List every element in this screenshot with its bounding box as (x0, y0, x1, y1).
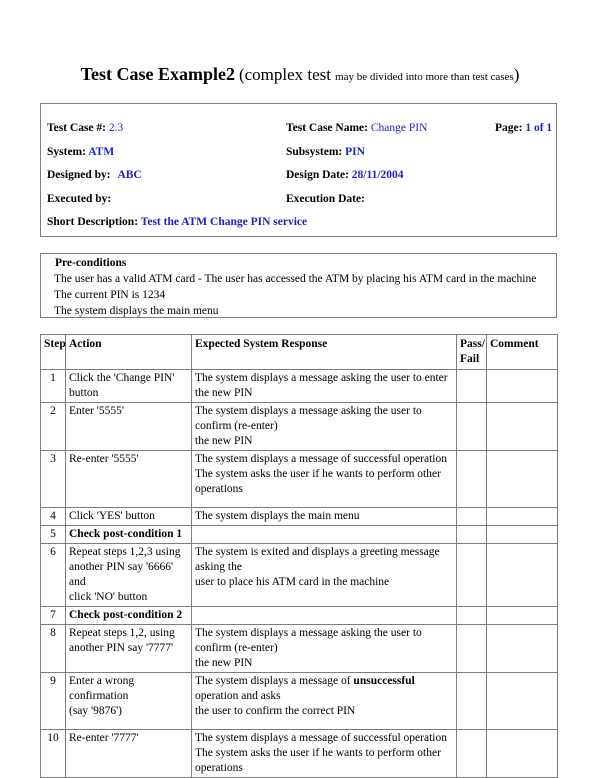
step-number: 7 (41, 607, 66, 625)
system-label: System: (47, 146, 86, 158)
step-comment (487, 508, 558, 526)
step-action (66, 544, 192, 607)
step-comment (487, 370, 558, 403)
action-line: (say '9876') (69, 705, 123, 717)
step-action (66, 625, 192, 673)
expected-line: The system asks the user if he wants to perform other operations (195, 468, 441, 495)
action-line: Click 'YES' button (69, 510, 155, 522)
expected-line: The system displays a message asking the user to confirm (re-enter) (195, 627, 422, 654)
step-pass-fail (457, 370, 487, 403)
step-action (66, 526, 192, 544)
system-field (47, 146, 114, 158)
action-line: Repeat steps 1,2, using (69, 627, 175, 639)
executed-by-label: Executed by: (47, 193, 112, 205)
step-action (66, 403, 192, 451)
step-action (66, 607, 192, 625)
step-number: 1 (41, 370, 66, 403)
designed-by-label: Designed by: (47, 169, 111, 181)
executed-by-field (47, 193, 111, 205)
expected-text: The system displays a message of (195, 675, 354, 687)
subsystem-label: Subsystem: (286, 146, 343, 158)
precondition-line: The user has a valid ATM card - The user has accessed the ATM by placing his ATM card in the machine (54, 273, 537, 285)
step-action (66, 730, 192, 778)
step-expected (192, 370, 457, 403)
title-paren-open: (complex test (238, 65, 332, 84)
expected-text: operation and asks (195, 690, 281, 702)
test-case-number-value: 2.3 (108, 122, 124, 134)
action-line: Re-enter '5555' (69, 453, 139, 465)
step-pass-fail (457, 508, 487, 526)
short-description-label: Short Description: (47, 216, 139, 228)
step-action (66, 673, 192, 730)
document-title (0, 64, 600, 85)
table-row (41, 607, 558, 625)
action-line: click 'NO' button (69, 591, 148, 603)
header-pass-fail-line2: Fail (460, 353, 480, 365)
expected-line (195, 674, 453, 704)
step-expected (192, 508, 457, 526)
expected-line: The system displays a message asking the user to confirm (re-enter) (195, 405, 422, 432)
step-pass-fail (457, 730, 487, 778)
precondition-line: The current PIN is 1234 (54, 289, 166, 301)
test-case-name-value: Change PIN (370, 122, 428, 134)
expected-emphasis: unsuccessful (353, 675, 415, 687)
step-comment (487, 544, 558, 607)
action-line: Check post-condition 1 (69, 528, 183, 540)
table-row (41, 451, 558, 508)
short-description-value: Test the ATM Change PIN service (140, 216, 308, 228)
title-paren-close: ) (513, 65, 520, 84)
action-line: Enter a wrong confirmation (69, 675, 135, 702)
step-number: 8 (41, 625, 66, 673)
step-comment (487, 526, 558, 544)
test-case-number-label: Test Case #: (47, 122, 106, 134)
test-steps-table (40, 334, 558, 778)
short-description-field (47, 216, 307, 228)
action-line: another PIN say '7777' (69, 642, 174, 654)
table-row (41, 673, 558, 730)
table-row (41, 730, 558, 778)
table-row (41, 544, 558, 607)
precondition-line: The system displays the main menu (54, 305, 219, 317)
execution-date-field (286, 193, 365, 205)
step-comment (487, 607, 558, 625)
table-row (41, 526, 558, 544)
step-expected (192, 526, 457, 544)
execution-date-label: Execution Date: (286, 193, 365, 205)
table-row (41, 370, 558, 403)
table-row (41, 625, 558, 673)
action-line: Re-enter '7777' (69, 732, 139, 744)
action-line: another PIN say '6666' and (69, 561, 174, 588)
action-line: Click the 'Change PIN' button (69, 372, 175, 399)
step-expected (192, 403, 457, 451)
action-line: Enter '5555' (69, 405, 124, 417)
step-number: 3 (41, 451, 66, 508)
step-number: 2 (41, 403, 66, 451)
step-pass-fail (457, 544, 487, 607)
preconditions-box (40, 253, 557, 318)
design-date-label: Design Date: (286, 169, 349, 181)
page-indicator (495, 122, 552, 134)
step-comment (487, 625, 558, 673)
expected-line: The system displays the main menu (195, 510, 360, 522)
step-comment (487, 730, 558, 778)
step-pass-fail (457, 526, 487, 544)
test-case-number (47, 122, 123, 134)
test-case-name-label: Test Case Name: (286, 122, 368, 134)
step-number: 4 (41, 508, 66, 526)
step-number: 9 (41, 673, 66, 730)
expected-line: the new PIN (195, 435, 253, 447)
expected-line: The system displays a message asking the user to enter the new PIN (195, 372, 448, 399)
step-expected (192, 730, 457, 778)
table-header-row (41, 335, 558, 370)
step-number: 6 (41, 544, 66, 607)
step-action (66, 451, 192, 508)
designed-by-value: ABC (117, 169, 142, 181)
step-expected (192, 451, 457, 508)
step-expected (192, 544, 457, 607)
expected-line: The system displays a message of successful operation (195, 453, 447, 465)
step-pass-fail (457, 673, 487, 730)
design-date-field (286, 169, 404, 181)
step-pass-fail (457, 607, 487, 625)
step-comment (487, 451, 558, 508)
design-date-value: 28/11/2004 (351, 169, 404, 181)
header-expected: Expected System Response (192, 335, 457, 370)
step-comment (487, 403, 558, 451)
step-pass-fail (457, 451, 487, 508)
expected-line: The system asks the user if he wants to perform other operations (195, 747, 441, 774)
expected-line: The system is exited and displays a greeting message asking the (195, 546, 440, 573)
subsystem-field (286, 146, 365, 158)
step-pass-fail (457, 625, 487, 673)
expected-line: the new PIN (195, 657, 253, 669)
step-action (66, 508, 192, 526)
step-expected (192, 625, 457, 673)
header-pass-fail-line1: Pass/ (460, 338, 485, 350)
test-case-name (286, 122, 427, 134)
table-row (41, 403, 558, 451)
preconditions-title: Pre-conditions (55, 257, 127, 269)
test-case-info-box (40, 103, 557, 237)
header-step: Step (41, 335, 66, 370)
step-number: 5 (41, 526, 66, 544)
expected-line: The system displays a message of successful operation (195, 732, 447, 744)
step-comment (487, 673, 558, 730)
title-main: Test Case Example2 (80, 64, 235, 84)
header-pass-fail (457, 335, 487, 370)
page-label: Page: (495, 122, 523, 134)
designed-by-field (47, 169, 142, 181)
subsystem-value: PIN (345, 146, 365, 158)
system-value: ATM (88, 146, 115, 158)
step-expected (192, 607, 457, 625)
action-line: Check post-condition 2 (69, 609, 183, 621)
action-line: Repeat steps 1,2,3 using (69, 546, 181, 558)
step-expected (192, 673, 457, 730)
title-small: may be divided into more than test cases (335, 71, 514, 83)
step-number: 10 (41, 730, 66, 778)
table-row (41, 508, 558, 526)
step-action (66, 370, 192, 403)
header-action: Action (66, 335, 192, 370)
page-value: 1 of 1 (525, 122, 553, 134)
step-pass-fail (457, 403, 487, 451)
expected-line: user to place his ATM card in the machine (195, 576, 390, 588)
expected-line: the user to confirm the correct PIN (195, 705, 356, 717)
header-comment: Comment (487, 335, 558, 370)
